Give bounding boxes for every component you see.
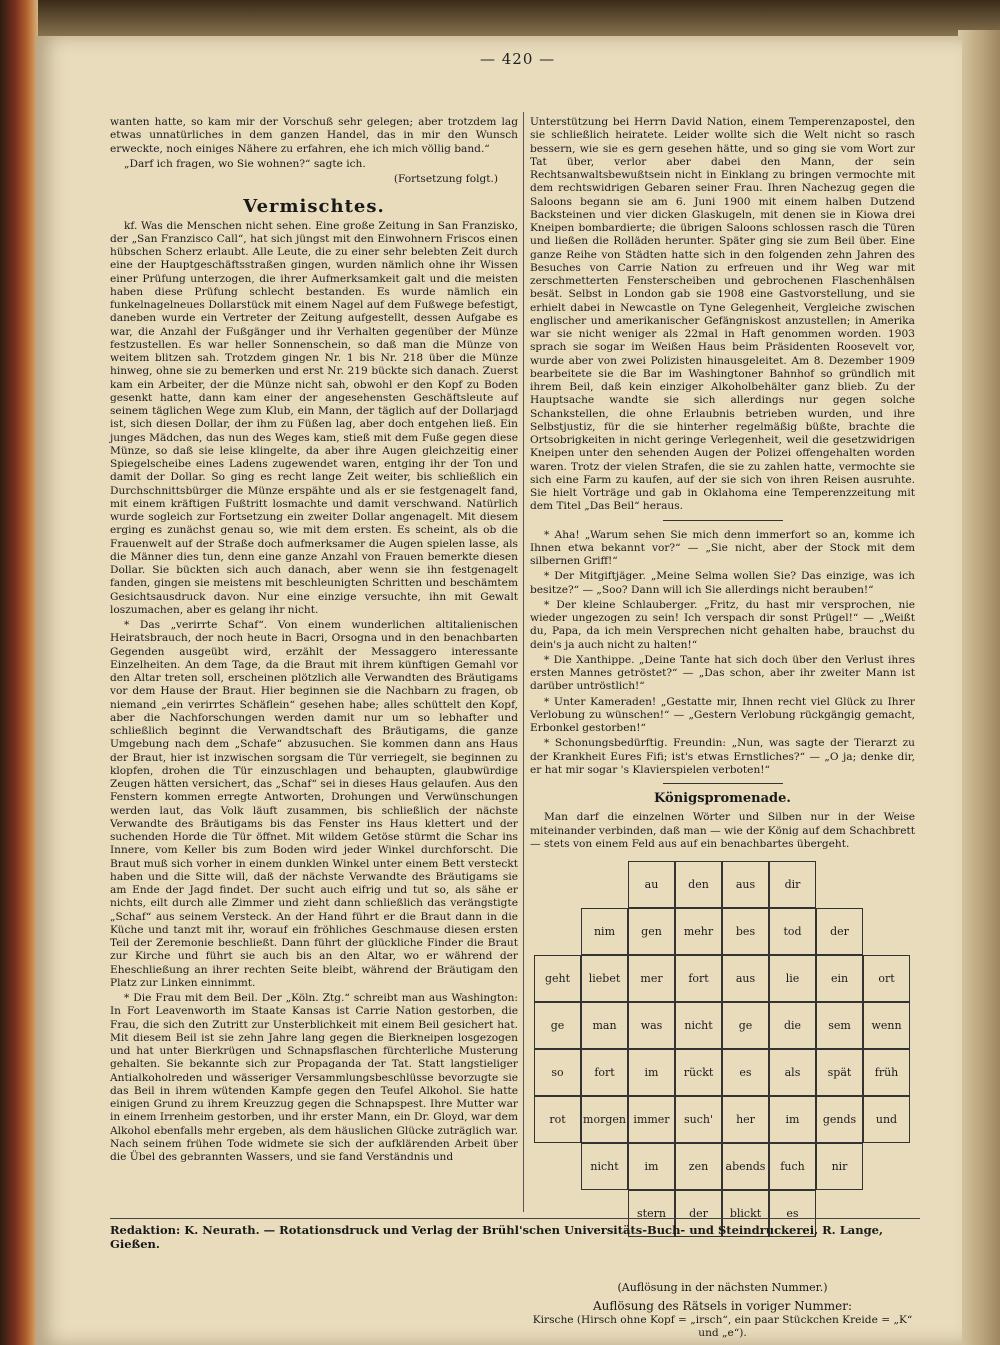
grid-cell: im: [769, 1096, 816, 1143]
grid-cell: blickt: [722, 1190, 769, 1237]
puzzle-caption: (Auflösung in der nächsten Nummer.): [617, 1281, 828, 1294]
grid-cell: mehr: [675, 908, 722, 955]
grid-cell: die: [769, 1002, 816, 1049]
grid-cell: fort: [581, 1049, 628, 1096]
grid-cell: zen: [675, 1143, 722, 1190]
grid-cell: im: [628, 1143, 675, 1190]
book-spine: [0, 0, 38, 1345]
grid-cell: fuch: [769, 1143, 816, 1190]
joke-item: * Die Xanthippe. „Deine Tante hat sich doch über den Verlust ihres ersten Mannes getröstet?“ — „Das schon, aber ihr zweiter Mann ist darüber untröstlich!“: [530, 653, 915, 693]
story-quote: „Darf ich fragen, wo Sie wohnen?“ sagte ich.: [124, 157, 366, 170]
joke-item: * Unter Kameraden! „Gestatte mir, Ihnen recht viel Glück zu Ihrer Verlobung zu wünschen!“ — „Gestern Verlobung rückgängig gemacht, Erbonkel gestorben!“: [530, 695, 915, 734]
grid-cell: fort: [675, 955, 722, 1002]
grid-cell: nim: [581, 908, 628, 955]
grid-cell: morgen: [581, 1096, 628, 1143]
book-top-edge: [38, 0, 1000, 40]
grid-cell: man: [581, 1002, 628, 1049]
grid-cell: gen: [628, 908, 675, 955]
article-paragraph: kf. Was die Menschen nicht sehen. Eine große Zeitung in San Franzisko, der „San Franzisco Call“, hat sich jüngst mit den Einwohnern Friscos einen hübschen Scherz erlaubt. Alle Leute, die zu einer sehr belebten Zeit durch eine der Hauptgeschäftsstraßen gingen, wurden nämlich ohne ihr Wissen einer Prüfung unterzogen, die ihrer Aufmerksamkeit galt und die meisten haben diese Prüfung schlecht bestanden. Es wurde nämlich ein funkelnagelneues Dollarstück mit einem Nagel auf dem Fußwege befestigt, daneben wurde ein Vertreter der Zeitung aufgestellt, dessen Aufgabe es war, die Anzahl der Fußgänger und ihr Verhalten gegenüber der Münze festzustellen. Es war heller Sonnenschein, so daß man die Münze von weitem blitzen sah. Trotzdem gingen Nr. 1 bis Nr. 218 über die Münze hinweg, ohne sie zu bemerken und erst Nr. 219 bückte sich danach. Zuerst kam ein Arbeiter, der die Münze nicht sah, obwohl er den Kopf zu Boden gesenkt hatte, dann kam einer der angesehensten Geschäftsleute auf seinem täglichen Wege zum Klub, ein Mann, der täglich auf der Dollarjagd ist, sich diesen Dollar, der ihm zu Füßen lag, aber doch entgehen ließ. Ein junges Mädchen, das nun des Weges kam, stieß mit dem Fuße gegen diese Münze, so daß sie leise klingelte, da aber ihre Augen gleichzeitig einer Spiegelscheibe eines Ladens zugewendet waren, entging ihr der Ton und damit der Dollar. So ging es recht lange Zeit weiter, bis schließlich ein Durchschnittsbürger die Münze erspähte und als er sie festgenagelt fand, mit einem kräftigen Fußtritt losmachte und damit verschwand. Natürlich wurde sogleich zur Fortsetzung ein zweiter Dollar angenagelt. Mit diesem erging es zunächst genau so, wie mit dem ersten. Es scheint, als ob die Frauenwelt auf der Straße doch aufmerksamer die Augen spielen lasse, als die Männer dies tun, denn eine ganze Anzahl von Frauen bemerkte diesen Dollar. Sie bückten sich auch danach, aber wenn sie ihn festgenagelt fanden, gingen sie meistens mit beschleunigten Schritten und beschämtem Gesichtsausdruck davon. Nur eine einzige versuchte, ihn mit Gewalt loszumachen, aber es gelang ihr nicht.: [110, 219, 518, 616]
grid-cell: lie: [769, 955, 816, 1002]
section-heading: Vermischtes.: [243, 196, 385, 218]
article-paragraph: * Das „verirrte Schaf“. Von einem wunderlichen altitalienischen Heiratsbrauch, der noch heute in Bacri, Orsogna und in den benachbarten Gegenden ausgeübt wird, erzählt der Messaggero interessante Einzelheiten. An dem Tage, da die Braut mit ihrem künftigen Gemahl vor den Altar treten soll, erscheinen plötzlich alle Verwandten des Bräutigams vor dem Hause der Braut. Hier beginnen sie die Nachbarn zu fragen, ob niemand „ein verirrtes Schäflein“ gesehen habe; alles schüttelt den Kopf, aber die Nachforschungen werden damit nur um so lebhafter und schließlich beginnt die Verwandtschaft des Bräutigams, die ganze Umgebung nach dem „Schafe“ abzusuchen. Sie kommen dann ans Haus der Braut, hier ist inzwischen sorgsam die Tür verriegelt, sie beginnen zu klopfen, drohen die Tür einzuschlagen und behaupten, glaubwürdige Zeugen hätten versichert, das „Schaf“ sei in dieses Haus gelaufen. Aus den Fenstern kommen erregte Antworten, Drohungen und Verwünschungen werden laut, das Volk läuft zusammen, bis schließlich der nächste Verwandte des Bräutigams bis das Fenster ins Haus klettert und der suchenden Horde die Tür öffnet. Mit wildem Getöse stürmt die Schar ins Innere, vom Keller bis zum Boden wird jeder Winkel durchforscht. Die Braut muß sich vorher in einem dunklen Winkel unter einem Bett versteckt haben und die Sitte will, daß der nächste Verwandte des Bräutigams sie am Ende der Jagd findet. Der sucht auch eifrig und tut so, als sähe er nichts, eilt durch alle Zimmer und zieht dann schließlich das verängstigte „Schaf“ aus seinem Versteck. An der Hand führt er die Braut dann in die Küche und tanzt mit ihr, worauf ein fröhliches Geschmause diesen ersten Teil der Zeremonie beschließt. Dann führt der glückliche Finder die Braut zur Kirche und führt sie auch bis an den Altar, wo er während der Eheschließung an ihrer rechten Seite bleibt, während der Bräutigam den Platz zur Linken einnimmt.: [110, 619, 518, 989]
grid-cell: als: [769, 1049, 816, 1096]
grid-cell: der: [675, 1190, 722, 1237]
column-divider: [523, 112, 524, 1212]
grid-cell: es: [722, 1049, 769, 1096]
grid-cell: so: [534, 1049, 581, 1096]
separator-rule: [663, 783, 783, 784]
grid-cell: und: [863, 1096, 910, 1143]
grid-cell: ort: [863, 955, 910, 1002]
grid-cell: was: [628, 1002, 675, 1049]
article-paragraph: * Die Frau mit dem Beil. Der „Köln. Ztg.“ schreibt man aus Washington: In Fort Leavenworth im Staate Kansas ist Carrie Nation gestorben, die Frau, die sich den Zutritt zur Unsterblichkeit mit einem Beil gesichert hat. Mit diesem Beil ist sie zehn Jahre lang gegen die Bierkneipen losgezogen und hat unter Bierkrügen und Schnapsflaschen fürchterliche Musterung gehalten. Sie bekannte sich zur Propaganda der Tat. Statt langstieliger Antialkoholreden und wässeriger Versammlungsbeschlüsse bevorzugte sie das Beil in ihrem wütenden Kampfe gegen den Teufel Alkohol. Sie hatte einigen Grund zu ihrem Kreuzzug gegen die Schnapspest. Ihre Mutter war in einem Irrenheim gestorben, und ihr erster Mann, ein Dr. Gloyd, war dem Alkohol ebenfalls mehr ergeben, als dem häuslichen Glücke zuträglich war. Nach seinem frühen Tode widmete sie sich der aufklärenden Arbeit über die Übel des gebrannten Wassers, und sie fand Verständnis und: [110, 992, 518, 1163]
grid-cell: bes: [722, 908, 769, 955]
puzzle-grid: [530, 857, 915, 1277]
right-column: [530, 116, 915, 1342]
grid-cell: ge: [534, 1002, 581, 1049]
grid-cell: aus: [722, 861, 769, 908]
puzzle-instructions: Man darf die einzelnen Wörter und Silben nur in der Weise miteinander verbinden, daß man — wie der König auf dem Schachbrett — stets von einem Feld aus auf ein benachbartes übergeht.: [530, 811, 915, 850]
joke-item: * Aha! „Warum sehen Sie mich denn immerfort so an, komme ich Ihnen etwa bekannt vor?“ — „Sie nicht, aber der Stock mit dem silbernen Griff!“: [530, 528, 915, 567]
grid-cell: nicht: [675, 1002, 722, 1049]
grid-cell: wenn: [863, 1002, 910, 1049]
grid-cell: den: [675, 861, 722, 908]
grid-cell: dir: [769, 861, 816, 908]
grid-cell: gends: [816, 1096, 863, 1143]
grid-cell: ge: [722, 1002, 769, 1049]
left-column: [110, 116, 518, 1166]
continuation-note: (Fortsetzung folgt.): [393, 173, 498, 185]
grid-cell: tod: [769, 908, 816, 955]
grid-cell: ein: [816, 955, 863, 1002]
grid-cell: nir: [816, 1143, 863, 1190]
grid-cell: aus: [722, 955, 769, 1002]
grid-cell: rot: [534, 1096, 581, 1143]
solution-title: Auflösung des Rätsels in voriger Nummer:: [592, 1299, 852, 1314]
grid-cell: her: [722, 1096, 769, 1143]
grid-cell: liebet: [581, 955, 628, 1002]
page-number: — 420 —: [480, 50, 556, 68]
imprint-footer: Redaktion: K. Neurath. — Rotationsdruck und Verlag der Brühl'schen Universitäts-Buch- und Steindruckerei, R. Lange, Gießen.: [110, 1218, 920, 1251]
grid-cell: im: [628, 1049, 675, 1096]
grid-cell: such': [675, 1096, 722, 1143]
page-stack-edge: [958, 30, 1000, 1345]
grid-cell: spät: [816, 1049, 863, 1096]
grid-cell: sem: [816, 1002, 863, 1049]
grid-cell: abends: [722, 1143, 769, 1190]
grid-cell: geht: [534, 955, 581, 1002]
grid-cell: früh: [863, 1049, 910, 1096]
grid-cell: au: [628, 861, 675, 908]
separator-rule: [663, 520, 783, 521]
joke-item: * Der kleine Schlauberger. „Fritz, du hast mir versprochen, nie wieder ungezogen zu sein! Ich verspach dir sonst Prügel!“ — „Weißt du, Papa, da ich mein Versprechen nicht gehalten habe, brauchst du dein's ja auch nicht zu halten!“: [530, 598, 915, 651]
grid-cell: nicht: [581, 1143, 628, 1190]
grid-cell: immer: [628, 1096, 675, 1143]
grid-cell: rückt: [675, 1049, 722, 1096]
grid-cell: mer: [628, 955, 675, 1002]
solution-text: Kirsche (Hirsch ohne Kopf = „irsch“, ein paar Stückchen Kreide = „K“ und „e“).: [532, 1313, 913, 1339]
story-ending: wanten hatte, so kam mir der Vorschuß sehr gelegen; aber trotzdem lag etwas unnatürliches in dem ganzen Handel, das in mir den Wunsch erweckte, noch einiges Nähere zu erfahren, ehe ich mich völlig band.“: [110, 116, 518, 155]
grid-cell: der: [816, 908, 863, 955]
article-paragraph: Unterstützung bei Herrn David Nation, einem Temperenzapostel, den sie schließlich heiratete. Leider wollte sich die Welt nicht so rasch bessern, wie sie es gern gesehen hätte, und so ging sie vom Wort zur Tat über, verlor aber dabei den Mann, der sein Rechtsanwaltsbewußtsein nicht in Einklang zu bringen vermochte mit dem rechtswidrigen Gebaren seiner Frau. Ihren Nachezug gegen die Saloons begann sie am 6. Juni 1900 mit einem halben Dutzend Backsteinen und vier dicken Glaskugeln, mit denen sie in Kiowa drei Kneipen bombardierte; die übrigen Saloons schlossen rasch die Türen und ließen die Rolläden herunter. Später ging sie zum Beil über. Eine ganze Reihe von Städten hatte sich in den folgenden zehn Jahren des Besuches von Carrie Nation zu erfreuen und ihr Weg war mit zerschmetterten Fensterscheiben und gebrochenen Flaschenhälsen besät. Selbst in London gab sie 1908 eine Gastvorstellung, und sie erhielt dabei in Newcastle on Tyne Gelegenheit, Vergleiche zwischen englischer und amerikanischer Gefängniskost anzustellen; in Amerika war sie nicht weniger als 22mal in Haft genommen worden. 1903 sprach sie sogar im Weißen Haus beim Präsidenten Roosevelt vor, wurde aber von zwei Polizisten hinausgeleitet. Am 8. Dezember 1909 bearbeitete sie die Bar im Washingtoner Bahnhof so gründlich mit ihrem Beil, daß kein einziger Alkoholbehälter ganz blieb. Zu der Hauptsache wandte sie sich allerdings nur gegen solche Schankstellen, die ohne Erlaubnis betrieben wurden, und ihre Selbstjustiz, für die sie hinterher regelmäßig büßte, brachte die Ortsobrigkeiten in nicht geringe Verlegenheit, weil die gesetzwidrigen Kneipen unter den sehenden Augen der Polizei offengehalten worden waren. Trotz der vielen Strafen, die sie zu zahlen hatte, vermochte sie sich eine Farm zu kaufen, auf der sie sich von ihren Reisen ausruhte. Sie hielt Vorträge und gab in Oklahoma eine Temperenzzeitung mit dem Titel „Das Beil“ heraus.: [530, 116, 915, 513]
joke-item: * Der Mitgiftjäger. „Meine Selma wollen Sie? Das einzige, was ich besitze?“ — „Soo? Dann will ich Sie allerdings nicht berauben!“: [530, 570, 915, 596]
grid-cell: stern: [628, 1190, 675, 1237]
joke-item: * Schonungsbedürftig. Freundin: „Nun, was sagte der Tierarzt zu der Krankheit Eures Fifi; ist's etwas Ernstliches?“ — „O ja; denke dir, er hat mir sogar 's Klavierspielen verboten!“: [530, 737, 915, 776]
grid-cell: es: [769, 1190, 816, 1237]
puzzle-title: Königspromenade.: [654, 791, 791, 806]
